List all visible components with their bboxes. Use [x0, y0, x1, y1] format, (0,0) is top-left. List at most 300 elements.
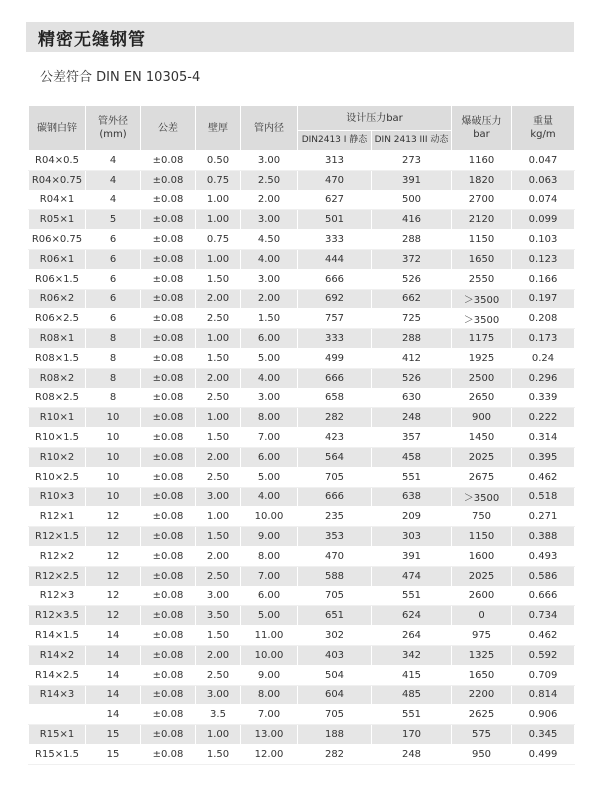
cell-weight: 0.24 [512, 348, 575, 368]
cell-name: R06×2.5 [29, 309, 86, 329]
cell-outer-diameter: 12 [86, 527, 141, 547]
cell-name: R06×1 [29, 249, 86, 269]
cell-burst-pressure: 575 [452, 725, 512, 745]
cell-wall: 1.00 [196, 725, 241, 745]
cell-din-dynamic: 412 [372, 348, 452, 368]
cell-din-static: 444 [298, 249, 372, 269]
cell-weight: 0.734 [512, 606, 575, 626]
cell-outer-diameter: 14 [86, 705, 141, 725]
cell-wall: 2.50 [196, 309, 241, 329]
cell-weight: 0.709 [512, 665, 575, 685]
cell-burst-pressure: 1150 [452, 230, 512, 250]
cell-inner-diameter: 10.00 [241, 507, 298, 527]
page-title: 精密无缝钢管 [38, 30, 146, 50]
header-outer-diameter [86, 106, 141, 151]
header-name: 碳钢白锌 [29, 106, 86, 151]
header-wall: 壁厚 [196, 106, 241, 151]
cell-din-dynamic: 415 [372, 665, 452, 685]
cell-inner-diameter: 5.00 [241, 348, 298, 368]
cell-burst-pressure: 2025 [452, 447, 512, 467]
cell-din-dynamic: 391 [372, 546, 452, 566]
cell-burst-pressure: 1820 [452, 170, 512, 190]
cell-name [29, 705, 86, 725]
cell-burst-pressure: ＞3500 [452, 309, 512, 329]
cell-din-static: 564 [298, 447, 372, 467]
cell-name: R06×2 [29, 289, 86, 309]
cell-inner-diameter: 8.00 [241, 546, 298, 566]
cell-inner-diameter: 4.00 [241, 487, 298, 507]
cell-wall: 2.00 [196, 546, 241, 566]
cell-name: R12×2.5 [29, 566, 86, 586]
cell-weight: 0.197 [512, 289, 575, 309]
title-bar [26, 22, 574, 52]
cell-inner-diameter: 5.00 [241, 467, 298, 487]
cell-tolerance: ±0.08 [141, 408, 196, 428]
cell-burst-pressure: 1450 [452, 428, 512, 448]
cell-weight: 0.208 [512, 309, 575, 329]
cell-tolerance: ±0.08 [141, 744, 196, 764]
table-row [29, 546, 575, 566]
cell-weight: 0.099 [512, 210, 575, 230]
cell-weight: 0.074 [512, 190, 575, 210]
cell-name: R12×2 [29, 546, 86, 566]
table-row [29, 566, 575, 586]
cell-wall: 2.50 [196, 467, 241, 487]
cell-weight: 0.814 [512, 685, 575, 705]
header-weight [512, 106, 575, 151]
cell-burst-pressure: 1150 [452, 527, 512, 547]
cell-tolerance: ±0.08 [141, 705, 196, 725]
table-row [29, 705, 575, 725]
cell-tolerance: ±0.08 [141, 507, 196, 527]
cell-outer-diameter: 6 [86, 230, 141, 250]
cell-din-static: 666 [298, 269, 372, 289]
cell-weight: 0.395 [512, 447, 575, 467]
cell-weight: 0.271 [512, 507, 575, 527]
cell-din-dynamic: 248 [372, 408, 452, 428]
header-outer-diameter-label: 管外径 [98, 116, 128, 127]
header-burst-pressure-unit: bar [473, 129, 490, 140]
cell-name: R05×1 [29, 210, 86, 230]
cell-din-static: 333 [298, 329, 372, 349]
cell-din-dynamic: 209 [372, 507, 452, 527]
cell-wall: 1.00 [196, 408, 241, 428]
cell-burst-pressure: 1325 [452, 645, 512, 665]
cell-din-dynamic: 372 [372, 249, 452, 269]
cell-burst-pressure: 1650 [452, 249, 512, 269]
cell-din-dynamic: 170 [372, 725, 452, 745]
cell-burst-pressure: 950 [452, 744, 512, 764]
cell-din-static: 499 [298, 348, 372, 368]
cell-outer-diameter: 5 [86, 210, 141, 230]
cell-name: R06×1.5 [29, 269, 86, 289]
cell-din-dynamic: 264 [372, 626, 452, 646]
cell-outer-diameter: 15 [86, 725, 141, 745]
cell-inner-diameter: 10.00 [241, 645, 298, 665]
cell-din-static: 504 [298, 665, 372, 685]
cell-wall: 3.00 [196, 487, 241, 507]
cell-din-dynamic: 485 [372, 685, 452, 705]
cell-inner-diameter: 6.00 [241, 329, 298, 349]
cell-tolerance: ±0.08 [141, 447, 196, 467]
cell-inner-diameter: 6.00 [241, 447, 298, 467]
table-row [29, 527, 575, 547]
cell-inner-diameter: 11.00 [241, 626, 298, 646]
cell-name: R14×3 [29, 685, 86, 705]
cell-wall: 2.50 [196, 566, 241, 586]
table-row [29, 309, 575, 329]
cell-weight: 0.166 [512, 269, 575, 289]
cell-burst-pressure: 1650 [452, 665, 512, 685]
cell-burst-pressure: ＞3500 [452, 289, 512, 309]
cell-name: R12×3 [29, 586, 86, 606]
cell-burst-pressure: 1160 [452, 151, 512, 171]
cell-outer-diameter: 8 [86, 368, 141, 388]
cell-outer-diameter: 4 [86, 170, 141, 190]
table-row [29, 507, 575, 527]
cell-name: R08×2.5 [29, 388, 86, 408]
cell-weight: 0.339 [512, 388, 575, 408]
cell-name: R15×1.5 [29, 744, 86, 764]
cell-tolerance: ±0.08 [141, 586, 196, 606]
cell-name: R10×3 [29, 487, 86, 507]
cell-burst-pressure: 1925 [452, 348, 512, 368]
cell-inner-diameter: 8.00 [241, 685, 298, 705]
header-din-static: DIN2413 I 静态 [298, 131, 372, 151]
table-row [29, 348, 575, 368]
cell-tolerance: ±0.08 [141, 467, 196, 487]
cell-weight: 0.493 [512, 546, 575, 566]
cell-outer-diameter: 14 [86, 626, 141, 646]
cell-inner-diameter: 3.00 [241, 151, 298, 171]
cell-name: R10×2.5 [29, 467, 86, 487]
cell-din-static: 333 [298, 230, 372, 250]
cell-burst-pressure: 2650 [452, 388, 512, 408]
cell-wall: 2.00 [196, 645, 241, 665]
cell-outer-diameter: 12 [86, 586, 141, 606]
cell-tolerance: ±0.08 [141, 527, 196, 547]
cell-weight: 0.518 [512, 487, 575, 507]
cell-inner-diameter: 13.00 [241, 725, 298, 745]
cell-outer-diameter: 10 [86, 408, 141, 428]
table-row [29, 685, 575, 705]
table-row [29, 428, 575, 448]
cell-wall: 3.00 [196, 586, 241, 606]
cell-din-static: 282 [298, 744, 372, 764]
header-design-pressure: 设计压力bar [298, 106, 452, 131]
cell-din-static: 470 [298, 170, 372, 190]
cell-tolerance: ±0.08 [141, 606, 196, 626]
cell-inner-diameter: 9.00 [241, 665, 298, 685]
cell-din-static: 188 [298, 725, 372, 745]
cell-din-dynamic: 624 [372, 606, 452, 626]
cell-name: R14×2.5 [29, 665, 86, 685]
header-tolerance: 公差 [141, 106, 196, 151]
header-burst-pressure-label: 爆破压力 [461, 116, 502, 127]
table-row [29, 725, 575, 745]
header-burst-pressure [452, 106, 512, 151]
cell-name: R08×1.5 [29, 348, 86, 368]
cell-weight: 0.462 [512, 467, 575, 487]
cell-burst-pressure: 750 [452, 507, 512, 527]
cell-din-dynamic: 630 [372, 388, 452, 408]
cell-name: R12×3.5 [29, 606, 86, 626]
cell-inner-diameter: 4.50 [241, 230, 298, 250]
cell-tolerance: ±0.08 [141, 665, 196, 685]
header-weight-unit: kg/m [530, 129, 556, 140]
cell-weight: 0.592 [512, 645, 575, 665]
cell-name: R10×1 [29, 408, 86, 428]
cell-inner-diameter: 9.00 [241, 527, 298, 547]
cell-wall: 3.50 [196, 606, 241, 626]
cell-wall: 1.00 [196, 249, 241, 269]
cell-din-dynamic: 638 [372, 487, 452, 507]
cell-tolerance: ±0.08 [141, 368, 196, 388]
cell-tolerance: ±0.08 [141, 546, 196, 566]
cell-tolerance: ±0.08 [141, 190, 196, 210]
cell-tolerance: ±0.08 [141, 626, 196, 646]
cell-din-dynamic: 248 [372, 744, 452, 764]
cell-din-dynamic: 416 [372, 210, 452, 230]
table-row [29, 626, 575, 646]
cell-din-dynamic: 662 [372, 289, 452, 309]
cell-outer-diameter: 15 [86, 744, 141, 764]
cell-din-dynamic: 458 [372, 447, 452, 467]
cell-tolerance: ±0.08 [141, 725, 196, 745]
cell-outer-diameter: 10 [86, 487, 141, 507]
cell-weight: 0.173 [512, 329, 575, 349]
table-row [29, 170, 575, 190]
table-row [29, 210, 575, 230]
cell-inner-diameter: 12.00 [241, 744, 298, 764]
cell-din-static: 705 [298, 705, 372, 725]
cell-wall: 0.50 [196, 151, 241, 171]
cell-name: R08×1 [29, 329, 86, 349]
cell-burst-pressure: 2025 [452, 566, 512, 586]
cell-weight: 0.063 [512, 170, 575, 190]
cell-burst-pressure: 2675 [452, 467, 512, 487]
cell-wall: 0.75 [196, 170, 241, 190]
cell-inner-diameter: 3.00 [241, 210, 298, 230]
cell-weight: 0.222 [512, 408, 575, 428]
table-row [29, 487, 575, 507]
cell-outer-diameter: 4 [86, 151, 141, 171]
table-row [29, 388, 575, 408]
cell-din-dynamic: 526 [372, 269, 452, 289]
cell-wall: 2.50 [196, 665, 241, 685]
cell-weight: 0.462 [512, 626, 575, 646]
cell-outer-diameter: 10 [86, 467, 141, 487]
table-row [29, 447, 575, 467]
cell-burst-pressure: 2120 [452, 210, 512, 230]
cell-inner-diameter: 3.00 [241, 388, 298, 408]
cell-wall: 1.00 [196, 329, 241, 349]
cell-inner-diameter: 1.50 [241, 309, 298, 329]
cell-din-static: 353 [298, 527, 372, 547]
cell-wall: 3.00 [196, 685, 241, 705]
cell-burst-pressure: 2500 [452, 368, 512, 388]
cell-din-static: 302 [298, 626, 372, 646]
cell-din-dynamic: 303 [372, 527, 452, 547]
cell-weight: 0.906 [512, 705, 575, 725]
cell-tolerance: ±0.08 [141, 388, 196, 408]
cell-din-static: 423 [298, 428, 372, 448]
cell-tolerance: ±0.08 [141, 170, 196, 190]
cell-burst-pressure: 1600 [452, 546, 512, 566]
standard-subtitle: 公差符合 DIN EN 10305-4 [40, 70, 201, 85]
cell-tolerance: ±0.08 [141, 230, 196, 250]
cell-name: R04×1 [29, 190, 86, 210]
cell-name: R08×2 [29, 368, 86, 388]
cell-burst-pressure: 1175 [452, 329, 512, 349]
cell-tolerance: ±0.08 [141, 289, 196, 309]
cell-outer-diameter: 6 [86, 249, 141, 269]
table-row [29, 329, 575, 349]
cell-wall: 1.00 [196, 190, 241, 210]
cell-din-static: 757 [298, 309, 372, 329]
cell-din-dynamic: 526 [372, 368, 452, 388]
cell-tolerance: ±0.08 [141, 151, 196, 171]
cell-din-static: 666 [298, 368, 372, 388]
cell-name: R14×1.5 [29, 626, 86, 646]
header-inner-diameter: 管内径 [241, 106, 298, 151]
cell-wall: 2.50 [196, 388, 241, 408]
cell-name: R04×0.5 [29, 151, 86, 171]
table-row [29, 368, 575, 388]
cell-din-dynamic: 500 [372, 190, 452, 210]
header-weight-label: 重量 [533, 116, 553, 127]
cell-wall: 2.00 [196, 368, 241, 388]
cell-name: R15×1 [29, 725, 86, 745]
cell-wall: 1.00 [196, 210, 241, 230]
cell-inner-diameter: 2.00 [241, 289, 298, 309]
cell-inner-diameter: 4.00 [241, 368, 298, 388]
cell-outer-diameter: 4 [86, 190, 141, 210]
cell-wall: 1.50 [196, 744, 241, 764]
cell-outer-diameter: 6 [86, 269, 141, 289]
cell-wall: 3.5 [196, 705, 241, 725]
cell-din-dynamic: 551 [372, 467, 452, 487]
table-row [29, 586, 575, 606]
cell-din-static: 470 [298, 546, 372, 566]
header-outer-diameter-unit: (mm) [99, 129, 127, 140]
cell-outer-diameter: 8 [86, 388, 141, 408]
cell-inner-diameter: 2.50 [241, 170, 298, 190]
cell-din-static: 651 [298, 606, 372, 626]
cell-burst-pressure: 2700 [452, 190, 512, 210]
table-row [29, 230, 575, 250]
cell-outer-diameter: 10 [86, 428, 141, 448]
cell-tolerance: ±0.08 [141, 269, 196, 289]
cell-outer-diameter: 12 [86, 606, 141, 626]
cell-wall: 1.50 [196, 626, 241, 646]
cell-tolerance: ±0.08 [141, 348, 196, 368]
cell-din-dynamic: 273 [372, 151, 452, 171]
table-row [29, 151, 575, 171]
cell-outer-diameter: 14 [86, 665, 141, 685]
cell-burst-pressure: 2550 [452, 269, 512, 289]
cell-din-static: 282 [298, 408, 372, 428]
cell-din-static: 627 [298, 190, 372, 210]
cell-din-dynamic: 288 [372, 329, 452, 349]
cell-outer-diameter: 14 [86, 645, 141, 665]
cell-name: R12×1.5 [29, 527, 86, 547]
cell-weight: 0.666 [512, 586, 575, 606]
cell-tolerance: ±0.08 [141, 428, 196, 448]
cell-weight: 0.047 [512, 151, 575, 171]
cell-weight: 0.123 [512, 249, 575, 269]
cell-din-static: 604 [298, 685, 372, 705]
cell-weight: 0.499 [512, 744, 575, 764]
table-row [29, 744, 575, 764]
cell-wall: 2.00 [196, 289, 241, 309]
cell-name: R04×0.75 [29, 170, 86, 190]
cell-wall: 1.50 [196, 428, 241, 448]
cell-din-static: 658 [298, 388, 372, 408]
table-row [29, 467, 575, 487]
cell-din-dynamic: 551 [372, 705, 452, 725]
cell-inner-diameter: 7.00 [241, 566, 298, 586]
cell-din-static: 692 [298, 289, 372, 309]
cell-din-dynamic: 342 [372, 645, 452, 665]
cell-tolerance: ±0.08 [141, 566, 196, 586]
cell-din-dynamic: 551 [372, 586, 452, 606]
table-body [29, 151, 575, 765]
cell-burst-pressure: 2625 [452, 705, 512, 725]
cell-tolerance: ±0.08 [141, 645, 196, 665]
cell-wall: 1.50 [196, 269, 241, 289]
cell-wall: 1.50 [196, 527, 241, 547]
cell-din-static: 403 [298, 645, 372, 665]
cell-burst-pressure: 0 [452, 606, 512, 626]
cell-din-static: 313 [298, 151, 372, 171]
cell-weight: 0.314 [512, 428, 575, 448]
cell-outer-diameter: 6 [86, 289, 141, 309]
cell-burst-pressure: ＞3500 [452, 487, 512, 507]
cell-din-static: 588 [298, 566, 372, 586]
cell-inner-diameter: 7.00 [241, 705, 298, 725]
cell-name: R10×1.5 [29, 428, 86, 448]
cell-outer-diameter: 12 [86, 566, 141, 586]
table-row [29, 289, 575, 309]
cell-inner-diameter: 4.00 [241, 249, 298, 269]
header-din-dynamic: DIN 2413 III 动态 [372, 131, 452, 151]
cell-outer-diameter: 8 [86, 329, 141, 349]
table-row [29, 190, 575, 210]
cell-inner-diameter: 5.00 [241, 606, 298, 626]
cell-din-static: 666 [298, 487, 372, 507]
cell-inner-diameter: 6.00 [241, 586, 298, 606]
cell-din-static: 501 [298, 210, 372, 230]
cell-din-dynamic: 474 [372, 566, 452, 586]
cell-wall: 0.75 [196, 230, 241, 250]
cell-wall: 2.00 [196, 447, 241, 467]
table-row [29, 665, 575, 685]
cell-tolerance: ±0.08 [141, 210, 196, 230]
cell-name: R12×1 [29, 507, 86, 527]
table-row [29, 269, 575, 289]
cell-outer-diameter: 12 [86, 546, 141, 566]
cell-burst-pressure: 900 [452, 408, 512, 428]
cell-weight: 0.296 [512, 368, 575, 388]
cell-outer-diameter: 8 [86, 348, 141, 368]
cell-inner-diameter: 2.00 [241, 190, 298, 210]
cell-burst-pressure: 2600 [452, 586, 512, 606]
table-row [29, 408, 575, 428]
cell-tolerance: ±0.08 [141, 487, 196, 507]
cell-din-static: 705 [298, 586, 372, 606]
tube-spec-table [28, 105, 575, 765]
